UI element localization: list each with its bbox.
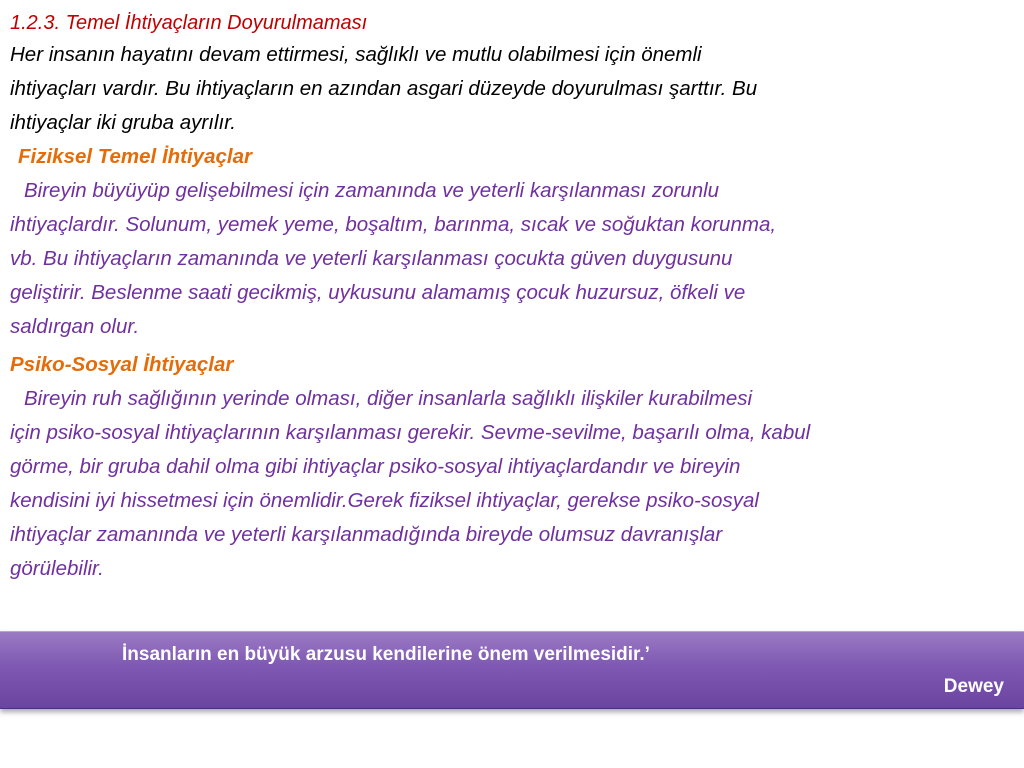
psychosocial-needs-heading: Psiko-Sosyal İhtiyaçlar: [10, 353, 234, 376]
physical-line: ihtiyaçlardır. Solunum, yemek yeme, boşaltım, barınma, sıcak ve soğuktan korunma,: [10, 213, 777, 236]
psychosocial-line: görülebilir.: [10, 557, 104, 580]
quote-banner: [0, 631, 1024, 709]
intro-line: Her insanın hayatını devam ettirmesi, sağlıklı ve mutlu olabilmesi için önemli: [10, 43, 702, 66]
physical-line: vb. Bu ihtiyaçların zamanında ve yeterli karşılanması çocukta güven duygusunu: [10, 247, 733, 270]
quote-author: Dewey: [943, 676, 1004, 697]
physical-needs-paragraph: [10, 174, 1014, 344]
psychosocial-line: kendisini iyi hissetmesi için önemlidir.Gerek fiziksel ihtiyaçlar, gerekse psiko-sosyal: [10, 489, 759, 512]
section-title: 1.2.3. Temel İhtiyaçların Doyurulmaması: [10, 12, 368, 34]
physical-line: saldırgan olur.: [10, 315, 140, 338]
psychosocial-line: görme, bir gruba dahil olma gibi ihtiyaçlar psiko-sosyal ihtiyaçlardandır ve bireyin: [10, 455, 741, 478]
intro-paragraph: [10, 38, 1014, 140]
physical-line: geliştirir. Beslenme saati gecikmiş, uykusunu alamamış çocuk huzursuz, öfkeli ve: [10, 281, 746, 304]
psychosocial-line: ihtiyaçlar zamanında ve yeterli karşılanmadığında bireyde olumsuz davranışlar: [10, 523, 723, 546]
psychosocial-line: Bireyin ruh sağlığının yerinde olması, diğer insanlarla sağlıklı ilişkiler kurabilmesi: [24, 387, 753, 410]
physical-line: Bireyin büyüyüp gelişebilmesi için zamanında ve yeterli karşılanması zorunlu: [24, 179, 720, 202]
physical-needs-heading: Fiziksel Temel İhtiyaçlar: [18, 145, 252, 168]
psychosocial-line: için psiko-sosyal ihtiyaçlarının karşılanması gerekir. Sevme-sevilme, başarılı olma, kabul: [10, 421, 811, 444]
quote-text: İnsanların en büyük arzusu kendilerine önem verilmesidir.’: [122, 644, 650, 665]
content-block: [10, 8, 1014, 586]
intro-line: ihtiyaçları vardır. Bu ihtiyaçların en azından asgari düzeyde doyurulması şarttır. Bu: [10, 77, 758, 100]
psychosocial-needs-paragraph: [10, 382, 1014, 586]
intro-line: ihtiyaçlar iki gruba ayrılır.: [10, 111, 236, 134]
